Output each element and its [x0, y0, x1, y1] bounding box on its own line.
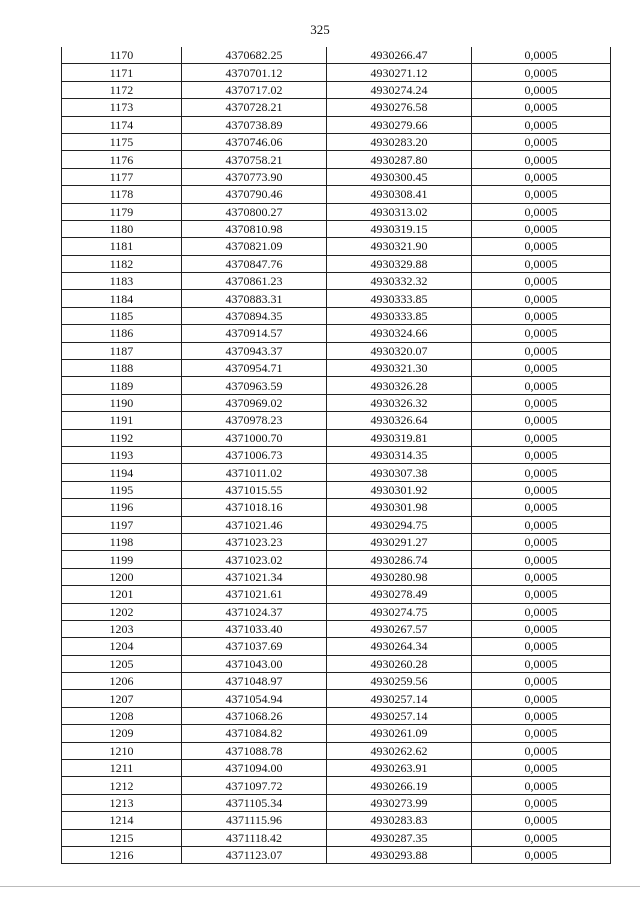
table-row — [62, 742, 611, 759]
point-number-cell: 1187 — [62, 342, 182, 359]
y-coordinate-cell: 4930291.27 — [327, 533, 472, 550]
error-cell: 0,0005 — [472, 377, 611, 394]
x-coordinate-cell: 4371054.94 — [182, 690, 327, 707]
table-row — [62, 725, 611, 742]
error-cell: 0,0005 — [472, 238, 611, 255]
error-cell: 0,0005 — [472, 360, 611, 377]
x-coordinate-cell: 4370682.25 — [182, 47, 327, 64]
y-coordinate-cell: 4930326.32 — [327, 394, 472, 411]
table-row — [62, 690, 611, 707]
table-row — [62, 812, 611, 829]
table-row — [62, 707, 611, 724]
point-number-cell: 1207 — [62, 690, 182, 707]
table-row — [62, 360, 611, 377]
x-coordinate-cell: 4370978.23 — [182, 412, 327, 429]
error-cell: 0,0005 — [472, 203, 611, 220]
table-row — [62, 412, 611, 429]
error-cell: 0,0005 — [472, 794, 611, 811]
point-number-cell: 1216 — [62, 846, 182, 863]
table-row — [62, 325, 611, 342]
point-number-cell: 1194 — [62, 464, 182, 481]
x-coordinate-cell: 4371123.07 — [182, 846, 327, 863]
x-coordinate-cell: 4371118.42 — [182, 829, 327, 846]
point-number-cell: 1213 — [62, 794, 182, 811]
table-row — [62, 342, 611, 359]
point-number-cell: 1189 — [62, 377, 182, 394]
table-row — [62, 377, 611, 394]
y-coordinate-cell: 4930313.02 — [327, 203, 472, 220]
table-row — [62, 446, 611, 463]
x-coordinate-cell: 4370821.09 — [182, 238, 327, 255]
x-coordinate-cell: 4370800.27 — [182, 203, 327, 220]
x-coordinate-cell: 4370861.23 — [182, 273, 327, 290]
table-row — [62, 620, 611, 637]
x-coordinate-cell: 4370963.59 — [182, 377, 327, 394]
x-coordinate-cell: 4370758.21 — [182, 151, 327, 168]
point-number-cell: 1206 — [62, 673, 182, 690]
point-number-cell: 1212 — [62, 777, 182, 794]
x-coordinate-cell: 4371011.02 — [182, 464, 327, 481]
x-coordinate-cell: 4370738.89 — [182, 116, 327, 133]
table-row — [62, 47, 611, 64]
point-number-cell: 1185 — [62, 307, 182, 324]
x-coordinate-cell: 4371000.70 — [182, 429, 327, 446]
point-number-cell: 1171 — [62, 64, 182, 81]
error-cell: 0,0005 — [472, 760, 611, 777]
y-coordinate-cell: 4930293.88 — [327, 846, 472, 863]
x-coordinate-cell: 4370790.46 — [182, 186, 327, 203]
point-number-cell: 1175 — [62, 133, 182, 150]
x-coordinate-cell: 4370954.71 — [182, 360, 327, 377]
x-coordinate-cell: 4370894.35 — [182, 307, 327, 324]
y-coordinate-cell: 4930286.74 — [327, 551, 472, 568]
point-number-cell: 1193 — [62, 446, 182, 463]
x-coordinate-cell: 4370914.57 — [182, 325, 327, 342]
error-cell: 0,0005 — [472, 777, 611, 794]
y-coordinate-cell: 4930280.98 — [327, 568, 472, 585]
x-coordinate-cell: 4371115.96 — [182, 812, 327, 829]
coordinates-table-body — [62, 47, 611, 864]
table-row — [62, 829, 611, 846]
error-cell: 0,0005 — [472, 151, 611, 168]
error-cell: 0,0005 — [472, 464, 611, 481]
y-coordinate-cell: 4930276.58 — [327, 99, 472, 116]
error-cell: 0,0005 — [472, 499, 611, 516]
point-number-cell: 1202 — [62, 603, 182, 620]
y-coordinate-cell: 4930333.85 — [327, 290, 472, 307]
table-row — [62, 99, 611, 116]
x-coordinate-cell: 4371084.82 — [182, 725, 327, 742]
table-row — [62, 133, 611, 150]
table-row — [62, 238, 611, 255]
point-number-cell: 1180 — [62, 220, 182, 237]
point-number-cell: 1186 — [62, 325, 182, 342]
page-bottom-divider — [0, 886, 640, 887]
y-coordinate-cell: 4930300.45 — [327, 168, 472, 185]
table-row — [62, 203, 611, 220]
point-number-cell: 1173 — [62, 99, 182, 116]
table-row — [62, 551, 611, 568]
error-cell: 0,0005 — [472, 690, 611, 707]
error-cell: 0,0005 — [472, 429, 611, 446]
table-row — [62, 846, 611, 863]
x-coordinate-cell: 4371021.61 — [182, 586, 327, 603]
table-row — [62, 533, 611, 550]
point-number-cell: 1210 — [62, 742, 182, 759]
point-number-cell: 1197 — [62, 516, 182, 533]
x-coordinate-cell: 4370847.76 — [182, 255, 327, 272]
table-row — [62, 794, 611, 811]
y-coordinate-cell: 4930279.66 — [327, 116, 472, 133]
error-cell: 0,0005 — [472, 325, 611, 342]
error-cell: 0,0005 — [472, 64, 611, 81]
error-cell: 0,0005 — [472, 620, 611, 637]
point-number-cell: 1201 — [62, 586, 182, 603]
y-coordinate-cell: 4930266.19 — [327, 777, 472, 794]
point-number-cell: 1177 — [62, 168, 182, 185]
error-cell: 0,0005 — [472, 220, 611, 237]
y-coordinate-cell: 4930326.64 — [327, 412, 472, 429]
point-number-cell: 1205 — [62, 655, 182, 672]
error-cell: 0,0005 — [472, 342, 611, 359]
error-cell: 0,0005 — [472, 307, 611, 324]
x-coordinate-cell: 4370728.21 — [182, 99, 327, 116]
page-number: 325 — [310, 22, 330, 37]
x-coordinate-cell: 4371088.78 — [182, 742, 327, 759]
table-row — [62, 655, 611, 672]
table-row — [62, 64, 611, 81]
y-coordinate-cell: 4930308.41 — [327, 186, 472, 203]
error-cell: 0,0005 — [472, 516, 611, 533]
x-coordinate-cell: 4371068.26 — [182, 707, 327, 724]
table-row — [62, 760, 611, 777]
table-row — [62, 586, 611, 603]
y-coordinate-cell: 4930274.24 — [327, 81, 472, 98]
table-row — [62, 464, 611, 481]
table-row — [62, 220, 611, 237]
error-cell: 0,0005 — [472, 829, 611, 846]
y-coordinate-cell: 4930314.35 — [327, 446, 472, 463]
point-number-cell: 1176 — [62, 151, 182, 168]
x-coordinate-cell: 4370701.12 — [182, 64, 327, 81]
y-coordinate-cell: 4930301.92 — [327, 481, 472, 498]
error-cell: 0,0005 — [472, 673, 611, 690]
y-coordinate-cell: 4930283.83 — [327, 812, 472, 829]
error-cell: 0,0005 — [472, 273, 611, 290]
table-row — [62, 568, 611, 585]
table-row — [62, 186, 611, 203]
point-number-cell: 1192 — [62, 429, 182, 446]
error-cell: 0,0005 — [472, 533, 611, 550]
x-coordinate-cell: 4370773.90 — [182, 168, 327, 185]
error-cell: 0,0005 — [472, 186, 611, 203]
table-row — [62, 516, 611, 533]
table-row — [62, 603, 611, 620]
table-row — [62, 168, 611, 185]
error-cell: 0,0005 — [472, 707, 611, 724]
y-coordinate-cell: 4930324.66 — [327, 325, 472, 342]
point-number-cell: 1214 — [62, 812, 182, 829]
error-cell: 0,0005 — [472, 81, 611, 98]
y-coordinate-cell: 4930329.88 — [327, 255, 472, 272]
x-coordinate-cell: 4371021.34 — [182, 568, 327, 585]
y-coordinate-cell: 4930287.80 — [327, 151, 472, 168]
error-cell: 0,0005 — [472, 99, 611, 116]
error-cell: 0,0005 — [472, 446, 611, 463]
point-number-cell: 1172 — [62, 81, 182, 98]
table-row — [62, 777, 611, 794]
point-number-cell: 1200 — [62, 568, 182, 585]
point-number-cell: 1178 — [62, 186, 182, 203]
y-coordinate-cell: 4930261.09 — [327, 725, 472, 742]
y-coordinate-cell: 4930267.57 — [327, 620, 472, 637]
point-number-cell: 1191 — [62, 412, 182, 429]
y-coordinate-cell: 4930294.75 — [327, 516, 472, 533]
x-coordinate-cell: 4370943.37 — [182, 342, 327, 359]
x-coordinate-cell: 4371097.72 — [182, 777, 327, 794]
table-row — [62, 429, 611, 446]
y-coordinate-cell: 4930263.91 — [327, 760, 472, 777]
x-coordinate-cell: 4371018.16 — [182, 499, 327, 516]
error-cell: 0,0005 — [472, 638, 611, 655]
y-coordinate-cell: 4930266.47 — [327, 47, 472, 64]
error-cell: 0,0005 — [472, 812, 611, 829]
y-coordinate-cell: 4930319.81 — [327, 429, 472, 446]
y-coordinate-cell: 4930332.32 — [327, 273, 472, 290]
table-row — [62, 481, 611, 498]
table-row — [62, 673, 611, 690]
table-row — [62, 151, 611, 168]
y-coordinate-cell: 4930287.35 — [327, 829, 472, 846]
y-coordinate-cell: 4930257.14 — [327, 690, 472, 707]
y-coordinate-cell: 4930274.75 — [327, 603, 472, 620]
table-row — [62, 290, 611, 307]
x-coordinate-cell: 4371094.00 — [182, 760, 327, 777]
y-coordinate-cell: 4930278.49 — [327, 586, 472, 603]
point-number-cell: 1181 — [62, 238, 182, 255]
point-number-cell: 1203 — [62, 620, 182, 637]
point-number-cell: 1188 — [62, 360, 182, 377]
x-coordinate-cell: 4371006.73 — [182, 446, 327, 463]
error-cell: 0,0005 — [472, 47, 611, 64]
error-cell: 0,0005 — [472, 846, 611, 863]
error-cell: 0,0005 — [472, 168, 611, 185]
error-cell: 0,0005 — [472, 655, 611, 672]
y-coordinate-cell: 4930259.56 — [327, 673, 472, 690]
point-number-cell: 1179 — [62, 203, 182, 220]
point-number-cell: 1199 — [62, 551, 182, 568]
error-cell: 0,0005 — [472, 725, 611, 742]
y-coordinate-cell: 4930283.20 — [327, 133, 472, 150]
error-cell: 0,0005 — [472, 133, 611, 150]
table-row — [62, 394, 611, 411]
y-coordinate-cell: 4930319.15 — [327, 220, 472, 237]
x-coordinate-cell: 4371105.34 — [182, 794, 327, 811]
x-coordinate-cell: 4371021.46 — [182, 516, 327, 533]
table-row — [62, 638, 611, 655]
y-coordinate-cell: 4930271.12 — [327, 64, 472, 81]
x-coordinate-cell: 4370810.98 — [182, 220, 327, 237]
error-cell: 0,0005 — [472, 116, 611, 133]
point-number-cell: 1182 — [62, 255, 182, 272]
point-number-cell: 1170 — [62, 47, 182, 64]
x-coordinate-cell: 4370746.06 — [182, 133, 327, 150]
x-coordinate-cell: 4371015.55 — [182, 481, 327, 498]
error-cell: 0,0005 — [472, 551, 611, 568]
y-coordinate-cell: 4930301.98 — [327, 499, 472, 516]
error-cell: 0,0005 — [472, 586, 611, 603]
error-cell: 0,0005 — [472, 290, 611, 307]
coordinates-table-container — [61, 47, 610, 864]
y-coordinate-cell: 4930333.85 — [327, 307, 472, 324]
x-coordinate-cell: 4370717.02 — [182, 81, 327, 98]
y-coordinate-cell: 4930260.28 — [327, 655, 472, 672]
y-coordinate-cell: 4930326.28 — [327, 377, 472, 394]
table-row — [62, 255, 611, 272]
x-coordinate-cell: 4371043.00 — [182, 655, 327, 672]
point-number-cell: 1174 — [62, 116, 182, 133]
x-coordinate-cell: 4370969.02 — [182, 394, 327, 411]
point-number-cell: 1198 — [62, 533, 182, 550]
error-cell: 0,0005 — [472, 481, 611, 498]
x-coordinate-cell: 4371037.69 — [182, 638, 327, 655]
point-number-cell: 1183 — [62, 273, 182, 290]
error-cell: 0,0005 — [472, 603, 611, 620]
point-number-cell: 1190 — [62, 394, 182, 411]
error-cell: 0,0005 — [472, 412, 611, 429]
error-cell: 0,0005 — [472, 255, 611, 272]
y-coordinate-cell: 4930262.62 — [327, 742, 472, 759]
y-coordinate-cell: 4930320.07 — [327, 342, 472, 359]
y-coordinate-cell: 4930321.30 — [327, 360, 472, 377]
point-number-cell: 1211 — [62, 760, 182, 777]
x-coordinate-cell: 4371033.40 — [182, 620, 327, 637]
coordinates-table — [61, 47, 611, 864]
error-cell: 0,0005 — [472, 742, 611, 759]
table-row — [62, 81, 611, 98]
point-number-cell: 1195 — [62, 481, 182, 498]
point-number-cell: 1208 — [62, 707, 182, 724]
y-coordinate-cell: 4930273.99 — [327, 794, 472, 811]
table-row — [62, 116, 611, 133]
x-coordinate-cell: 4371048.97 — [182, 673, 327, 690]
table-row — [62, 499, 611, 516]
point-number-cell: 1204 — [62, 638, 182, 655]
point-number-cell: 1209 — [62, 725, 182, 742]
y-coordinate-cell: 4930321.90 — [327, 238, 472, 255]
x-coordinate-cell: 4370883.31 — [182, 290, 327, 307]
point-number-cell: 1196 — [62, 499, 182, 516]
x-coordinate-cell: 4371023.23 — [182, 533, 327, 550]
y-coordinate-cell: 4930264.34 — [327, 638, 472, 655]
error-cell: 0,0005 — [472, 568, 611, 585]
y-coordinate-cell: 4930257.14 — [327, 707, 472, 724]
table-row — [62, 273, 611, 290]
point-number-cell: 1184 — [62, 290, 182, 307]
error-cell: 0,0005 — [472, 394, 611, 411]
y-coordinate-cell: 4930307.38 — [327, 464, 472, 481]
point-number-cell: 1215 — [62, 829, 182, 846]
table-row — [62, 307, 611, 324]
x-coordinate-cell: 4371024.37 — [182, 603, 327, 620]
x-coordinate-cell: 4371023.02 — [182, 551, 327, 568]
